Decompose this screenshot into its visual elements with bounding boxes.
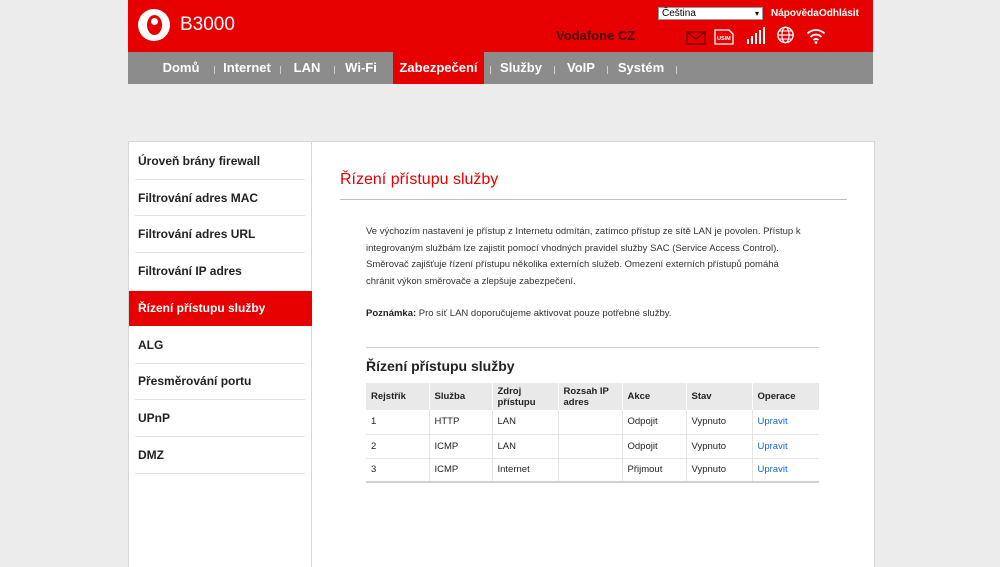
table-row	[366, 458, 819, 482]
service-access-table	[366, 383, 819, 483]
svg-text:USIM: USIM	[717, 36, 731, 42]
mail-icon[interactable]	[686, 29, 706, 47]
cell-state: Vypnuto	[686, 410, 752, 434]
nav-item-lan[interactable]: LAN	[293, 60, 321, 75]
usim-icon	[714, 28, 734, 46]
column-header-source: Zdroj přístupu	[492, 383, 558, 410]
cell-service: HTTP	[429, 410, 492, 434]
sidebar-item-upnp[interactable]: UPnP	[138, 411, 171, 425]
note-text	[366, 308, 671, 319]
cell-service: ICMP	[429, 434, 492, 458]
cell-index: 1	[366, 410, 429, 434]
sidebar-item-mac-filter[interactable]: Filtrování adres MAC	[138, 191, 259, 205]
column-header-state: Stav	[686, 383, 752, 410]
nav-item-home[interactable]: Domů	[162, 60, 200, 75]
nav-item-voip[interactable]: VoIP	[567, 60, 595, 75]
sidebar	[129, 142, 312, 567]
sidebar-item-firewall-level[interactable]: Úroveň brány firewall	[138, 154, 261, 168]
table-row	[366, 434, 819, 458]
cell-operation	[752, 434, 819, 458]
sidebar-item-ip-filter[interactable]: Filtrování IP adres	[138, 264, 242, 278]
main-nav	[128, 52, 873, 84]
sidebar-item-port-forwarding[interactable]: Přesměrování portu	[138, 374, 252, 388]
cell-action: Odpojit	[622, 434, 686, 458]
edit-link[interactable]: Upravit	[757, 440, 788, 452]
cell-action: Odpojit	[622, 410, 686, 434]
divider	[340, 199, 847, 200]
column-header-ip-range: Rozsah IP adres	[558, 383, 622, 410]
cell-source: Internet	[492, 458, 558, 482]
note-body: Pro síť LAN doporučujeme aktivovat pouze potřebné služby.	[418, 308, 672, 319]
column-header-service: Služba	[429, 383, 492, 410]
cell-operation	[752, 410, 819, 434]
table-row	[366, 410, 819, 434]
nav-item-system[interactable]: Systém	[617, 60, 665, 75]
cell-ip-range	[558, 458, 622, 482]
table-header-row	[366, 383, 819, 410]
brand-name: B3000	[180, 14, 235, 35]
nav-item-wifi[interactable]: Wi-Fi	[345, 60, 377, 75]
note-label: Poznámka:	[366, 308, 417, 319]
cell-index: 2	[366, 434, 429, 458]
cell-service: ICMP	[429, 458, 492, 482]
cell-action: Přijmout	[622, 458, 686, 482]
cell-state: Vypnuto	[686, 458, 752, 482]
nav-item-services[interactable]: Služby	[500, 60, 542, 75]
cell-ip-range	[558, 434, 622, 458]
column-header-operation: Operace	[752, 383, 819, 410]
section-title: Řízení přístupu služby	[366, 358, 515, 374]
chevron-down-icon: ▾	[754, 9, 759, 18]
cell-operation	[752, 458, 819, 482]
main-area	[313, 142, 874, 567]
cell-index: 3	[366, 458, 429, 482]
edit-link[interactable]: Upravit	[757, 416, 788, 428]
divider	[366, 347, 819, 348]
signal-icon	[746, 26, 768, 44]
cell-state: Vypnuto	[686, 434, 752, 458]
nav-item-internet[interactable]: Internet	[223, 60, 271, 75]
sidebar-item-dmz[interactable]: DMZ	[138, 448, 164, 462]
nav-item-security[interactable]: Zabezpečení	[393, 52, 484, 84]
edit-link[interactable]: Upravit	[757, 464, 788, 476]
wifi-icon	[806, 27, 826, 45]
globe-icon	[776, 26, 795, 44]
language-select[interactable]	[658, 7, 763, 20]
cell-ip-range	[558, 410, 622, 434]
sidebar-item-service-access-control[interactable]: Řízení přístupu služby	[129, 291, 312, 326]
operator-name: Vodafone CZ	[556, 28, 636, 43]
page-title: Řízení přístupu služby	[340, 171, 499, 188]
sidebar-item-url-filter[interactable]: Filtrování adres URL	[138, 227, 256, 241]
header-bar	[128, 0, 873, 52]
description-text: Ve výchozím nastavení je přístup z Internetu odmítán, zatímco přístup ze sítě LAN je povolen. Přístup k integrovaným službám lze zajistit pomocí vhodných pravidel služby SAC (Service Access Control). Směrovač zajišťuje řízení přístupu několika externích služeb. Omezení externích přístupů pomáhá chránit výkon směrovače a zlepšuje zabezpečení.	[366, 226, 801, 287]
column-header-index: Rejstřík	[366, 383, 429, 410]
cell-source: LAN	[492, 410, 558, 434]
vodafone-logo-icon	[138, 9, 170, 41]
help-link[interactable]: Nápověda	[771, 8, 819, 19]
content-panel	[128, 141, 875, 567]
logout-link[interactable]: Odhlásit	[819, 8, 860, 19]
cell-source: LAN	[492, 434, 558, 458]
column-header-action: Akce	[622, 383, 686, 410]
language-selected-value: Čeština	[662, 8, 696, 19]
sidebar-item-alg[interactable]: ALG	[138, 338, 164, 352]
